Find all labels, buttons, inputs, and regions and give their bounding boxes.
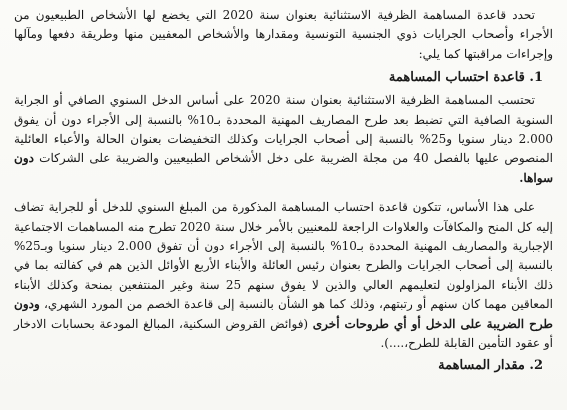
section-1-paragraph-a [14, 91, 553, 188]
paragraph-b-text: على هذا الأساس، تتكون قاعدة احتساب المساهمة المذكورة من المبلغ السنوي للدخل أو للجراية تضاف إليه كل المنح والمكافآت والعلاوات الراجعة للمعنيين بالأمر خلال سنة 2020 تطرح منه المساهمات الاجتماعية الإجبارية والمصاريف المهنية المحددة بـ10% بالنسبة إلى الأجراء دون أن تفوق 2.000 دينار سنويا وبـ25% بالنسبة إلى أصحاب الجرايات والطرح بعنوان رئيس العائلة والأبناء الأربع الأوائل الذين هم في كفالته بما في ذلك الأبناء المزاولون لتعليمهم العالي والذين لا يفوق سنهم 25 سنة وغير المنتفعين بمنحة وكذلك الأبناء المعاقين مهما كان سنهم أو رتبتهم، وذلك كما هو الشأن بالنسبة إلى قاعدة الخصم من المورد الشهري، [14, 200, 554, 312]
paragraph-b-bold-text: ودون طرح الضريبة على الدخل أو أي طروحات أخرى [14, 297, 553, 331]
section-1-number: 1. [529, 70, 543, 86]
paragraph-b-end-text: (فوائض القروض السكنية، المبالغ المودعة بحسابات الادخار أو عقود التأمين القابلة للطرح،....). [14, 316, 553, 351]
section-1-heading [14, 70, 553, 85]
section-2-title: مقدار المساهمة [438, 357, 525, 373]
paragraph-a-bold-text: دون سواها. [14, 151, 553, 185]
section-2-heading [14, 358, 553, 373]
paragraph-a-text: تحتسب المساهمة الظرفية الاستثنائية بعنوان سنة 2020 على أساس الدخل السنوي الصافي أو الجراية السنوية الصافية التي تضبط بعد طرح المصاريف المهنية المحددة بـ10% بالنسبة إلى الأجراء دون أن يفوق 2.000 دينار سنويا و25% بالنسبة إلى أصحاب الجرايات وكذلك التخفيضات بعنوان الحالة والأعباء العائلية المنصوص عليها بالفصل 40 من مجلة الضريبة على دخل الأشخاص الطبيعيين والضريبة على الشركات [14, 93, 553, 166]
section-1-paragraph-b [14, 198, 553, 353]
section-1-title: قاعدة احتساب المساهمة [388, 70, 525, 86]
section-2-number: 2. [529, 357, 543, 373]
intro-paragraph: تحدد قاعدة المساهمة الظرفية الاستثنائية بعنوان سنة 2020 التي يخضع لها الأشخاص الطبيعيون من الأجراء وأصحاب الجرايات ذوي الجنسية التونسية ومقدارها والأشخاص المعفيين منها وطريقة دفعها ومآلها وإجراءات مراقبتها كما يلي: [14, 8, 553, 61]
